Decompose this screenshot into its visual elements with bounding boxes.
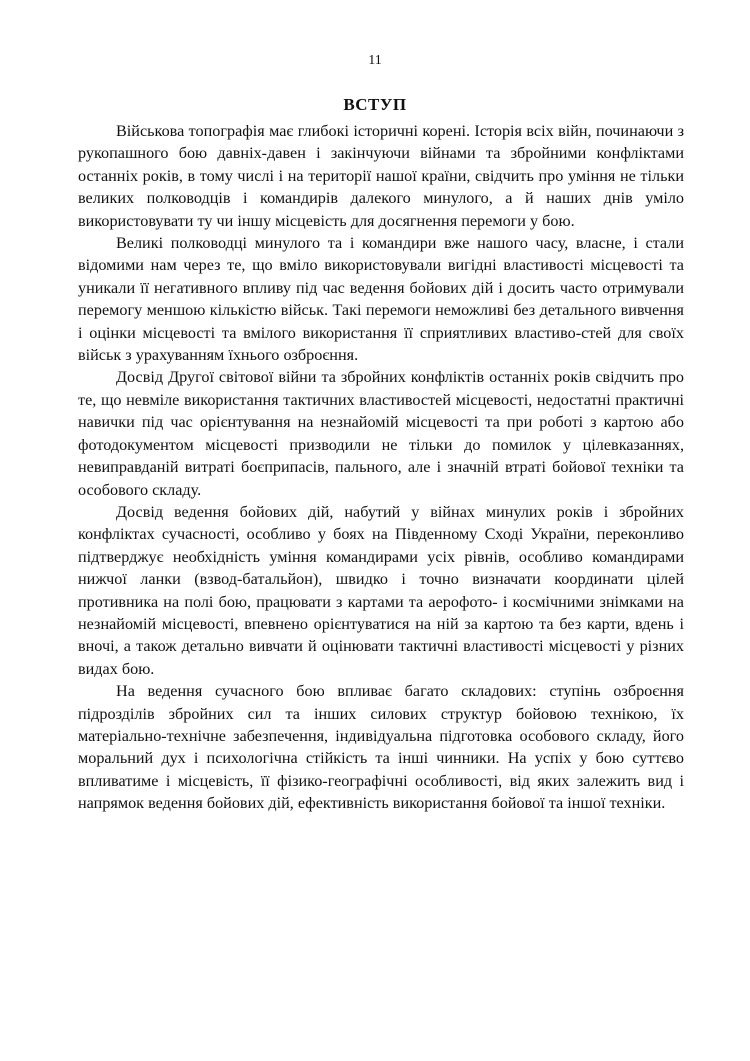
page-number: 11 xyxy=(368,53,382,68)
paragraph: Досвід ведення бойових дій, набутий у війнах минулих років і збройних конфліктах сучасності, особливо у боях на Південному Сході України, переконливо підтверджує необхідність уміння командирами усіх рівнів, особливо командирами нижчої ланки (взвод-батальйон), швидко і точно визначати координати цілей противника на полі бою, працювати з картами та аерофото- і космічними знімками на незнайомій місцевості, впевнено орієнтуватися на ній за картою та без карти, вдень і вночі, а також детально вивчати й оцінювати тактичні властивості місцевості у різних видах бою. xyxy=(78,502,684,678)
body-text xyxy=(78,120,684,815)
paragraph: Військова топографія має глибокі історичні корені. Історія всіх війн, починаючи з рукопашного бою давніх-давен і закінчуючи війнами та збройними конфліктами останніх років, в тому числі і на території нашої країни, свідчить про уміння не тільки великих полководців і командирів далекого минулого, а й наших днів уміло використовувати ту чи іншу місцевість для досягнення перемоги у бою. xyxy=(78,122,684,230)
paragraph: На ведення сучасного бою впливає багато складових: ступінь озброєння підрозділів збройних сил та інших силових структур бойовою технікою, їх матеріально-технічне забезпечення, індивідуальна підготовка особового складу, його моральний дух і психологічна стійкість та інші чинники. На успіх у бою суттєво впливатиме і місцевість, її фізико-географічні особливості, від яких залежить вид і напрямок ведення бойових дій, ефективність використання бойової та іншої техніки. xyxy=(78,682,684,813)
page-title: ВСТУП xyxy=(343,95,407,114)
paragraph: Великі полководці минулого та і командири вже нашого часу, власне, і стали відомими нам через те, що вміло використовували вигідні властивості місцевості та уникали її негативного впливу під час ведення бойових дій і досить часто отримували перемогу меншою кількістю військ. Такі перемоги неможливі без детального вивчення і оцінки місцевості та вмілого використання її сприятливих властиво-стей для своїх військ з урахуванням їхнього озброєння. xyxy=(78,234,684,365)
paragraph: Досвід Другої світової війни та збройних конфліктів останніх років свідчить про те, що невміле використання тактичних властивостей місцевості, недостатні практичні навички під час орієнтування на незнайомій місцевості та при роботі з картою або фотодокументом місцевості призводили не тільки до помилок у цілевказаннях, невиправданій витраті боєприпасів, пального, але і значній втраті бойової техніки та особового складу. xyxy=(78,368,684,499)
